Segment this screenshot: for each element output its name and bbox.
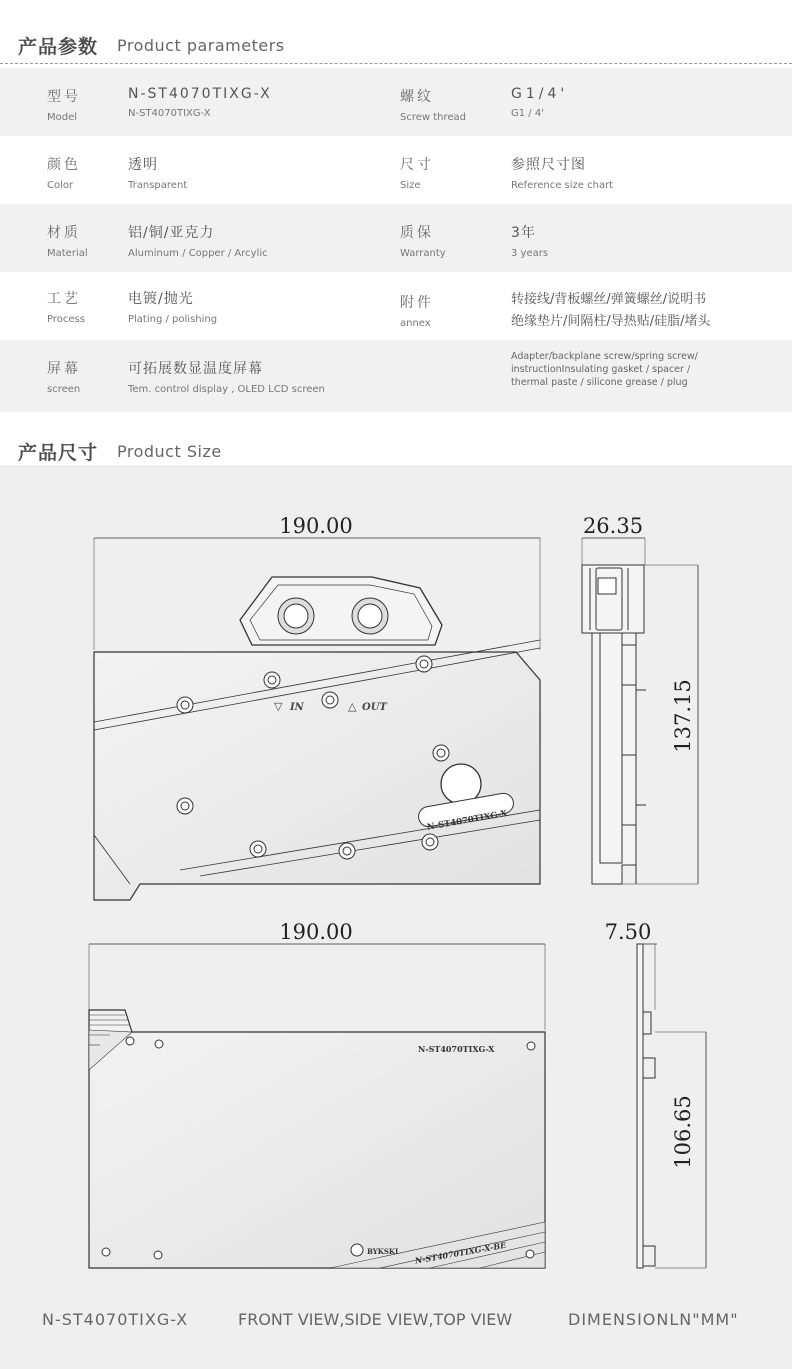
label-en: Model (47, 112, 78, 123)
front-view (94, 538, 540, 900)
value-en: Tem. control display , OLED LCD screen (128, 384, 325, 395)
label-en: Color (47, 180, 74, 191)
value-en: instructionInsulating gasket / spacer / (511, 364, 691, 375)
back-height-dim: 106.65 (671, 1095, 695, 1169)
size-title-en: Product Size (117, 442, 222, 461)
front-badge: N-ST4070TIXG-X (426, 808, 509, 833)
value-en: 3 years (511, 248, 549, 259)
caption-views: FRONT VIEW,SIDE VIEW,TOP VIEW (238, 1310, 513, 1329)
side-thickness-dim: 26.35 (582, 514, 644, 538)
value-en: thermal paste / silicone grease / plug (511, 377, 688, 388)
value-zh: 透明 (128, 157, 158, 173)
label-en: annex (400, 318, 431, 329)
value-zh: G1/4' (511, 86, 569, 102)
out-label: OUT (362, 702, 387, 713)
label-zh: 颜色 (47, 157, 81, 173)
params-title-zh: 产品参数 (18, 36, 99, 58)
value-en: Aluminum / Copper / Arcylic (128, 248, 268, 259)
in-label: IN (290, 702, 304, 713)
value-en: G1 / 4' (511, 108, 544, 119)
value-zh: 可拓展数显温度屏幕 (128, 361, 263, 377)
value-zh: 3年 (511, 225, 536, 241)
size-title-zh: 产品尺寸 (18, 442, 99, 464)
out-arrow-icon: △ (348, 700, 357, 713)
back-width-dim: 190.00 (279, 920, 353, 944)
back-thickness-dim: 7.50 (604, 920, 652, 944)
back-badge-2: N-ST4070TIXG-X-BE (414, 1239, 507, 1266)
label-zh: 附件 (400, 295, 434, 311)
label-zh: 尺寸 (400, 157, 434, 173)
label-en: Warranty (400, 248, 446, 259)
back-badge: N-ST4070TIXG-X (418, 1044, 495, 1054)
caption-model: N-ST4070TIXG-X (42, 1310, 189, 1329)
value-zh: 电镀/抛光 (128, 291, 194, 307)
value-zh: 参照尺寸图 (511, 157, 586, 173)
label-en: screen (47, 384, 81, 395)
label-zh: 工艺 (47, 291, 81, 307)
label-zh: 质保 (400, 225, 434, 241)
front-height-dim: 137.15 (671, 679, 695, 753)
value-en: N-ST4070TIXG-X (128, 108, 211, 119)
value-zh: 铝/铜/亚克力 (128, 225, 215, 241)
label-zh: 屏幕 (47, 361, 81, 377)
value-zh: 转接线/背板螺丝/弹簧螺丝/说明书 (511, 292, 707, 307)
in-arrow-icon: ▽ (274, 700, 283, 713)
value-zh: 绝缘垫片/间隔柱/导热贴/硅脂/堵头 (511, 314, 711, 329)
value-en: Reference size chart (511, 180, 614, 191)
backplate-view (89, 944, 545, 1268)
params-title-en: Product parameters (117, 36, 285, 55)
value-en: Adapter/backplane screw/spring screw/ (511, 351, 698, 362)
label-en: Size (400, 180, 421, 191)
value-en: Transparent (128, 180, 188, 191)
back-logo: BYKSKI (367, 1247, 399, 1256)
label-en: Process (47, 314, 85, 325)
label-en: Screw thread (400, 112, 467, 123)
front-width-dim: 190.00 (279, 514, 353, 538)
caption-unit: DIMENSIONLN"MM" (568, 1310, 739, 1329)
label-zh: 材质 (47, 225, 81, 241)
value-en: Plating / polishing (128, 314, 218, 325)
value-zh: N-ST4070TIXG-X (128, 86, 272, 102)
label-en: Material (47, 248, 88, 259)
label-zh: 螺纹 (400, 89, 434, 105)
label-zh: 型号 (47, 89, 81, 105)
